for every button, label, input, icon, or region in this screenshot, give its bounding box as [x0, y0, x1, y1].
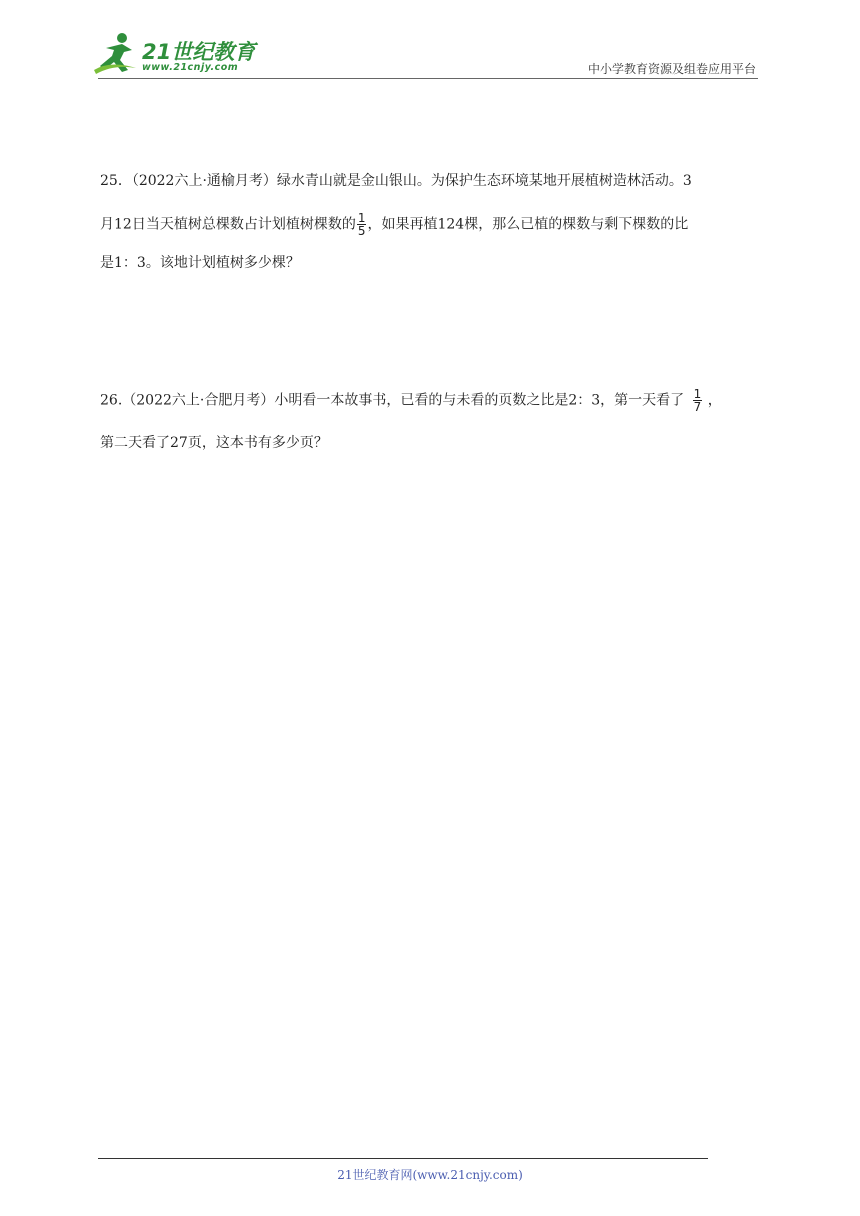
logo-text: 21世纪教育 [142, 40, 256, 64]
question-25-line-2-post: ，如果再植124棵，那么已植的棵数与剩下棵数的比 [367, 216, 689, 233]
logo-url: www.21cnjy.com [142, 62, 239, 73]
fraction-denominator: 5 [357, 224, 366, 238]
fraction-numerator: 1 [357, 211, 366, 225]
question-26-line-1-post: ， [707, 392, 722, 409]
logo [92, 30, 262, 80]
fraction-one-fifth [357, 212, 367, 237]
runner-logo-icon [92, 30, 142, 76]
question-25-line-1: 25．（2022六上·通榆月考）绿水青山就是金山银山。为保护生态环境某地开展植树造林活动。3 [100, 173, 692, 189]
fraction-one-seventh [693, 388, 703, 413]
fraction-numerator: 1 [693, 387, 702, 401]
question-25-line-3: 是1：3。该地计划植树多少棵？ [100, 255, 300, 271]
platform-name: 中小学教育资源及组卷应用平台 [587, 62, 756, 76]
header-divider [98, 78, 758, 79]
question-26-line-2: 第二天看了27页，这本书有多少页？ [100, 435, 328, 451]
page-header [0, 0, 860, 90]
question-26-line-1 [100, 388, 722, 413]
question-26-line-1-pre: 26.（2022六上·合肥月考）小明看一本故事书，已看的与未看的页数之比是2：3，第一天看了 [100, 392, 685, 409]
footer-divider [98, 1158, 708, 1159]
footer-link[interactable]: 21世纪教育网(www.21cnjy.com) [337, 1168, 523, 1182]
fraction-denominator: 7 [693, 400, 702, 414]
question-25-line-2 [100, 212, 688, 237]
question-25-line-2-pre: 月12日当天植树总棵数占计划植树棵数的 [100, 216, 356, 233]
